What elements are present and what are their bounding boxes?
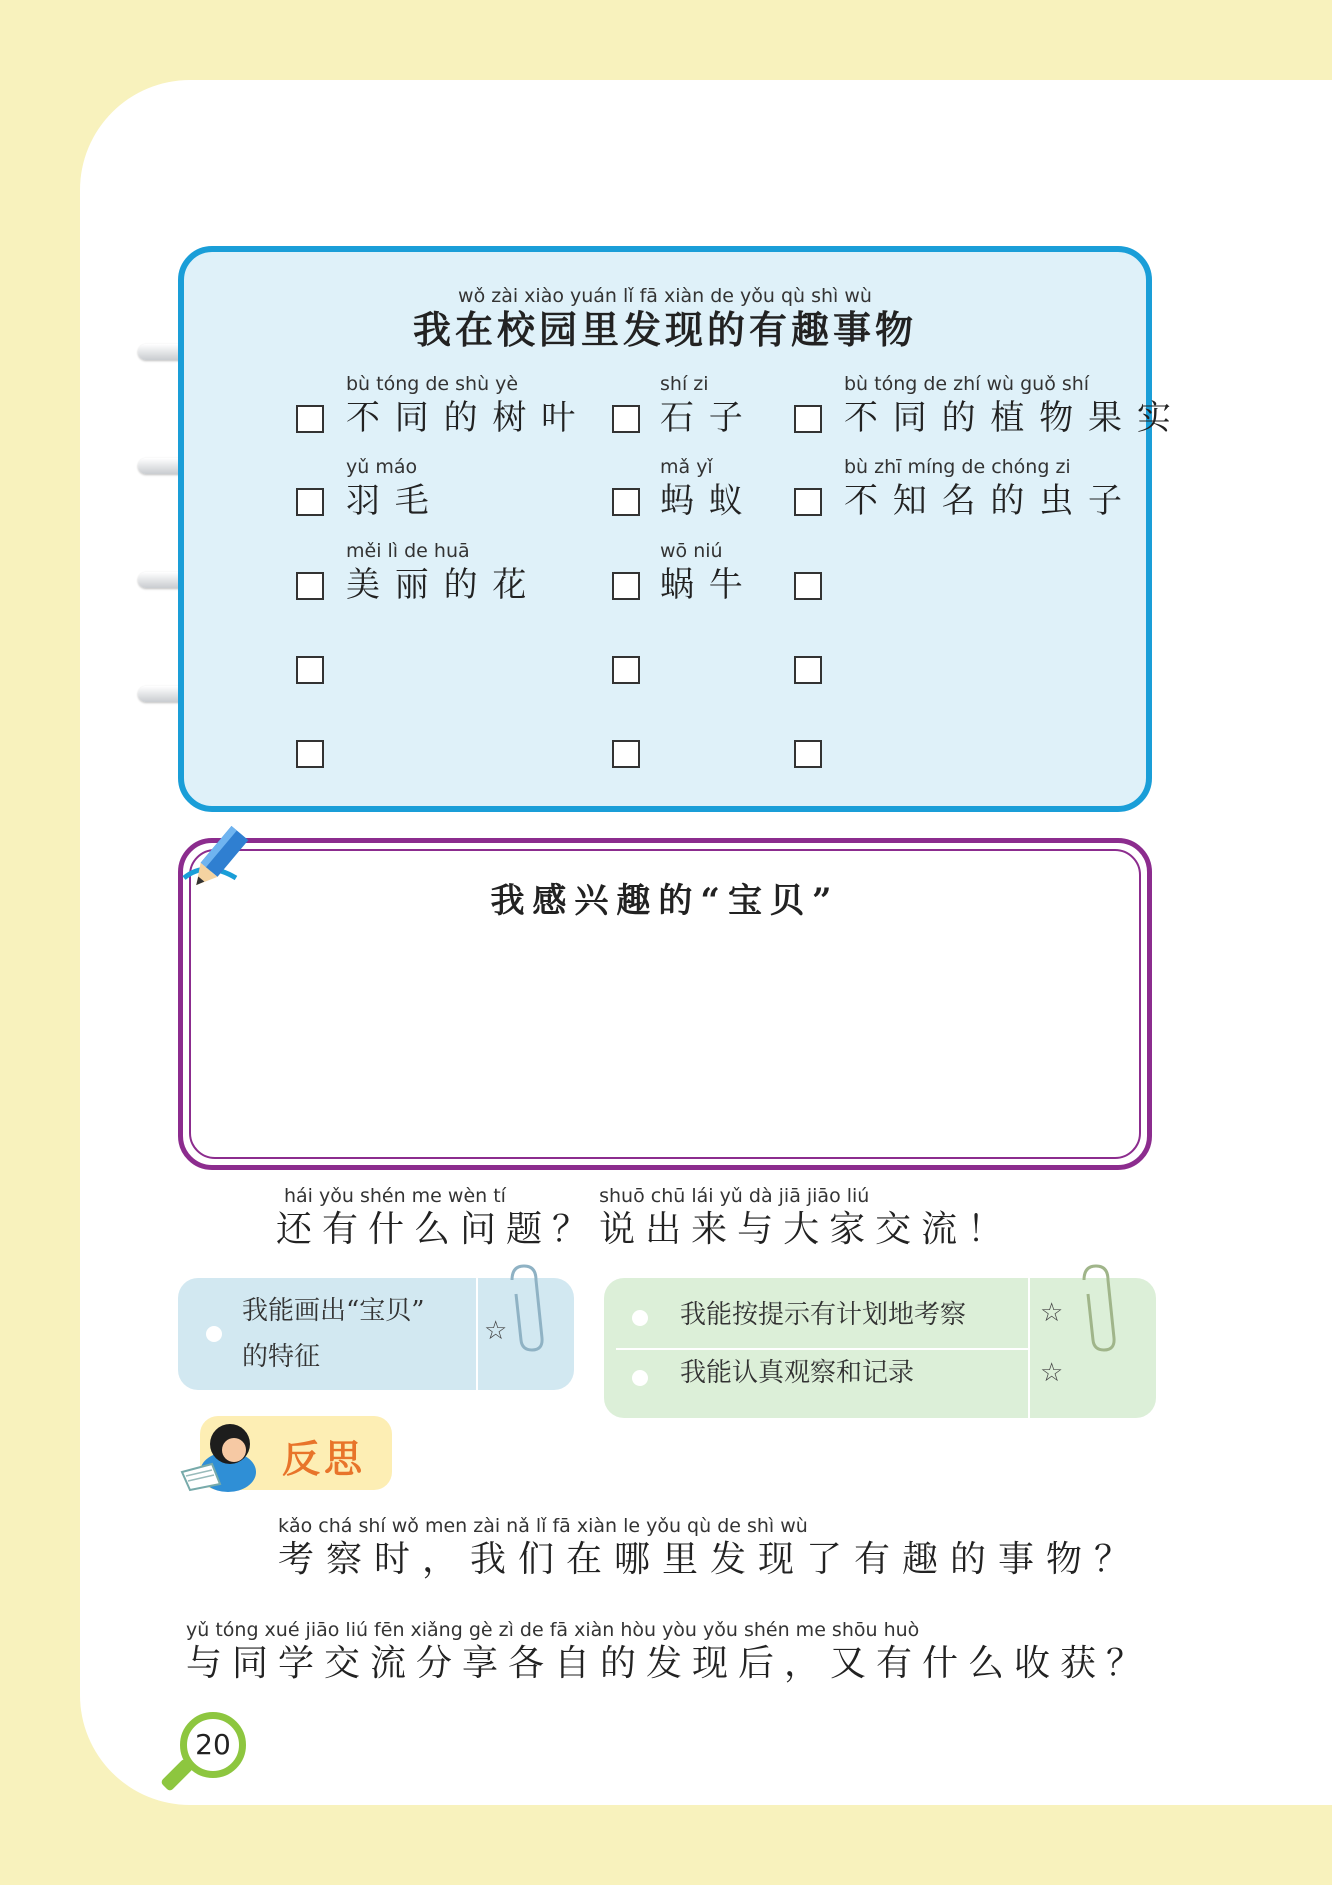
- checkbox-feather[interactable]: [296, 488, 324, 516]
- checkbox-blank-1[interactable]: [794, 572, 822, 600]
- child-reading-icon: [176, 1420, 260, 1494]
- item-insects: bù zhī míng de chóng zi 不 知 名 的 虫 子: [844, 456, 1125, 521]
- star-rating-icon[interactable]: ☆: [484, 1316, 508, 1346]
- assess-draw-line2: 的特征: [242, 1342, 321, 1372]
- title-pinyin: wǒ zài xiào yuán lǐ fā xiàn de yǒu qù shì wù: [458, 285, 872, 307]
- notebook-title: [184, 284, 1146, 352]
- checkbox-stones[interactable]: [612, 405, 640, 433]
- checkbox-fruits[interactable]: [794, 405, 822, 433]
- checkbox-blank-5[interactable]: [296, 740, 324, 768]
- checkbox-blank-3[interactable]: [612, 656, 640, 684]
- paperclip-icon: [1074, 1260, 1126, 1356]
- checkbox-snail[interactable]: [612, 572, 640, 600]
- discussion-prompt: hái yǒu shén me wèn tí 还有什么问题？ shuō chū lái yǔ dà jiā jiāo liú 说出来与大家交流！: [276, 1185, 1014, 1250]
- star-rating-icon[interactable]: ☆: [1040, 1298, 1064, 1328]
- title-text: 我在校园里发现的有趣事物: [412, 308, 917, 352]
- assess-plan: 我能按提示有计划地考察: [680, 1300, 967, 1330]
- item-feather: yǔ máo 羽 毛: [346, 456, 431, 521]
- checkbox-ants[interactable]: [612, 488, 640, 516]
- item-fruits: bù tóng de zhí wù guǒ shí 不 同 的 植 物 果 实: [844, 373, 1173, 438]
- checkbox-blank-2[interactable]: [296, 656, 324, 684]
- item-ants: mǎ yǐ 蚂 蚁: [660, 456, 745, 521]
- reflection-question-2: yǔ tóng xué jiāo liú fēn xiǎng gè zì de fā xiàn hòu yòu yǒu shén me shōu huò 与同学交流分享各自的发现后，又有什么收获？: [186, 1619, 1153, 1684]
- item-leaves: bù tóng de shù yè 不 同 的 树 叶: [346, 373, 578, 438]
- checkbox-blank-4[interactable]: [794, 656, 822, 684]
- page-number: 20: [180, 1712, 246, 1778]
- assess-record: 我能认真观察和记录: [680, 1358, 915, 1388]
- assess-draw-line1: 我能画出“宝贝”: [242, 1296, 425, 1326]
- treasure-title: 我感兴趣的“宝贝”: [490, 881, 840, 921]
- treasure-drawing-box[interactable]: [178, 838, 1152, 1170]
- checkbox-blank-7[interactable]: [794, 740, 822, 768]
- star-rating-icon[interactable]: ☆: [1040, 1358, 1064, 1388]
- reflection-question-1: kǎo chá shí wǒ men zài nǎ lǐ fā xiàn le yǒu qù de shì wù 考察时，我们在哪里发现了有趣的事物？: [278, 1515, 1143, 1580]
- checkbox-flowers[interactable]: [296, 572, 324, 600]
- checkbox-insects[interactable]: [794, 488, 822, 516]
- discovery-notebook: [178, 246, 1152, 812]
- item-snail: wō niú 蜗 牛: [660, 540, 745, 605]
- checkbox-leaves[interactable]: [296, 405, 324, 433]
- paperclip-icon: [502, 1260, 554, 1356]
- checkbox-blank-6[interactable]: [612, 740, 640, 768]
- item-flowers: měi lì de huā 美 丽 的 花: [346, 540, 529, 605]
- pencil-icon: [176, 820, 256, 900]
- item-stones: shí zi 石 子: [660, 373, 745, 438]
- reflection-label: 反思: [282, 1437, 367, 1481]
